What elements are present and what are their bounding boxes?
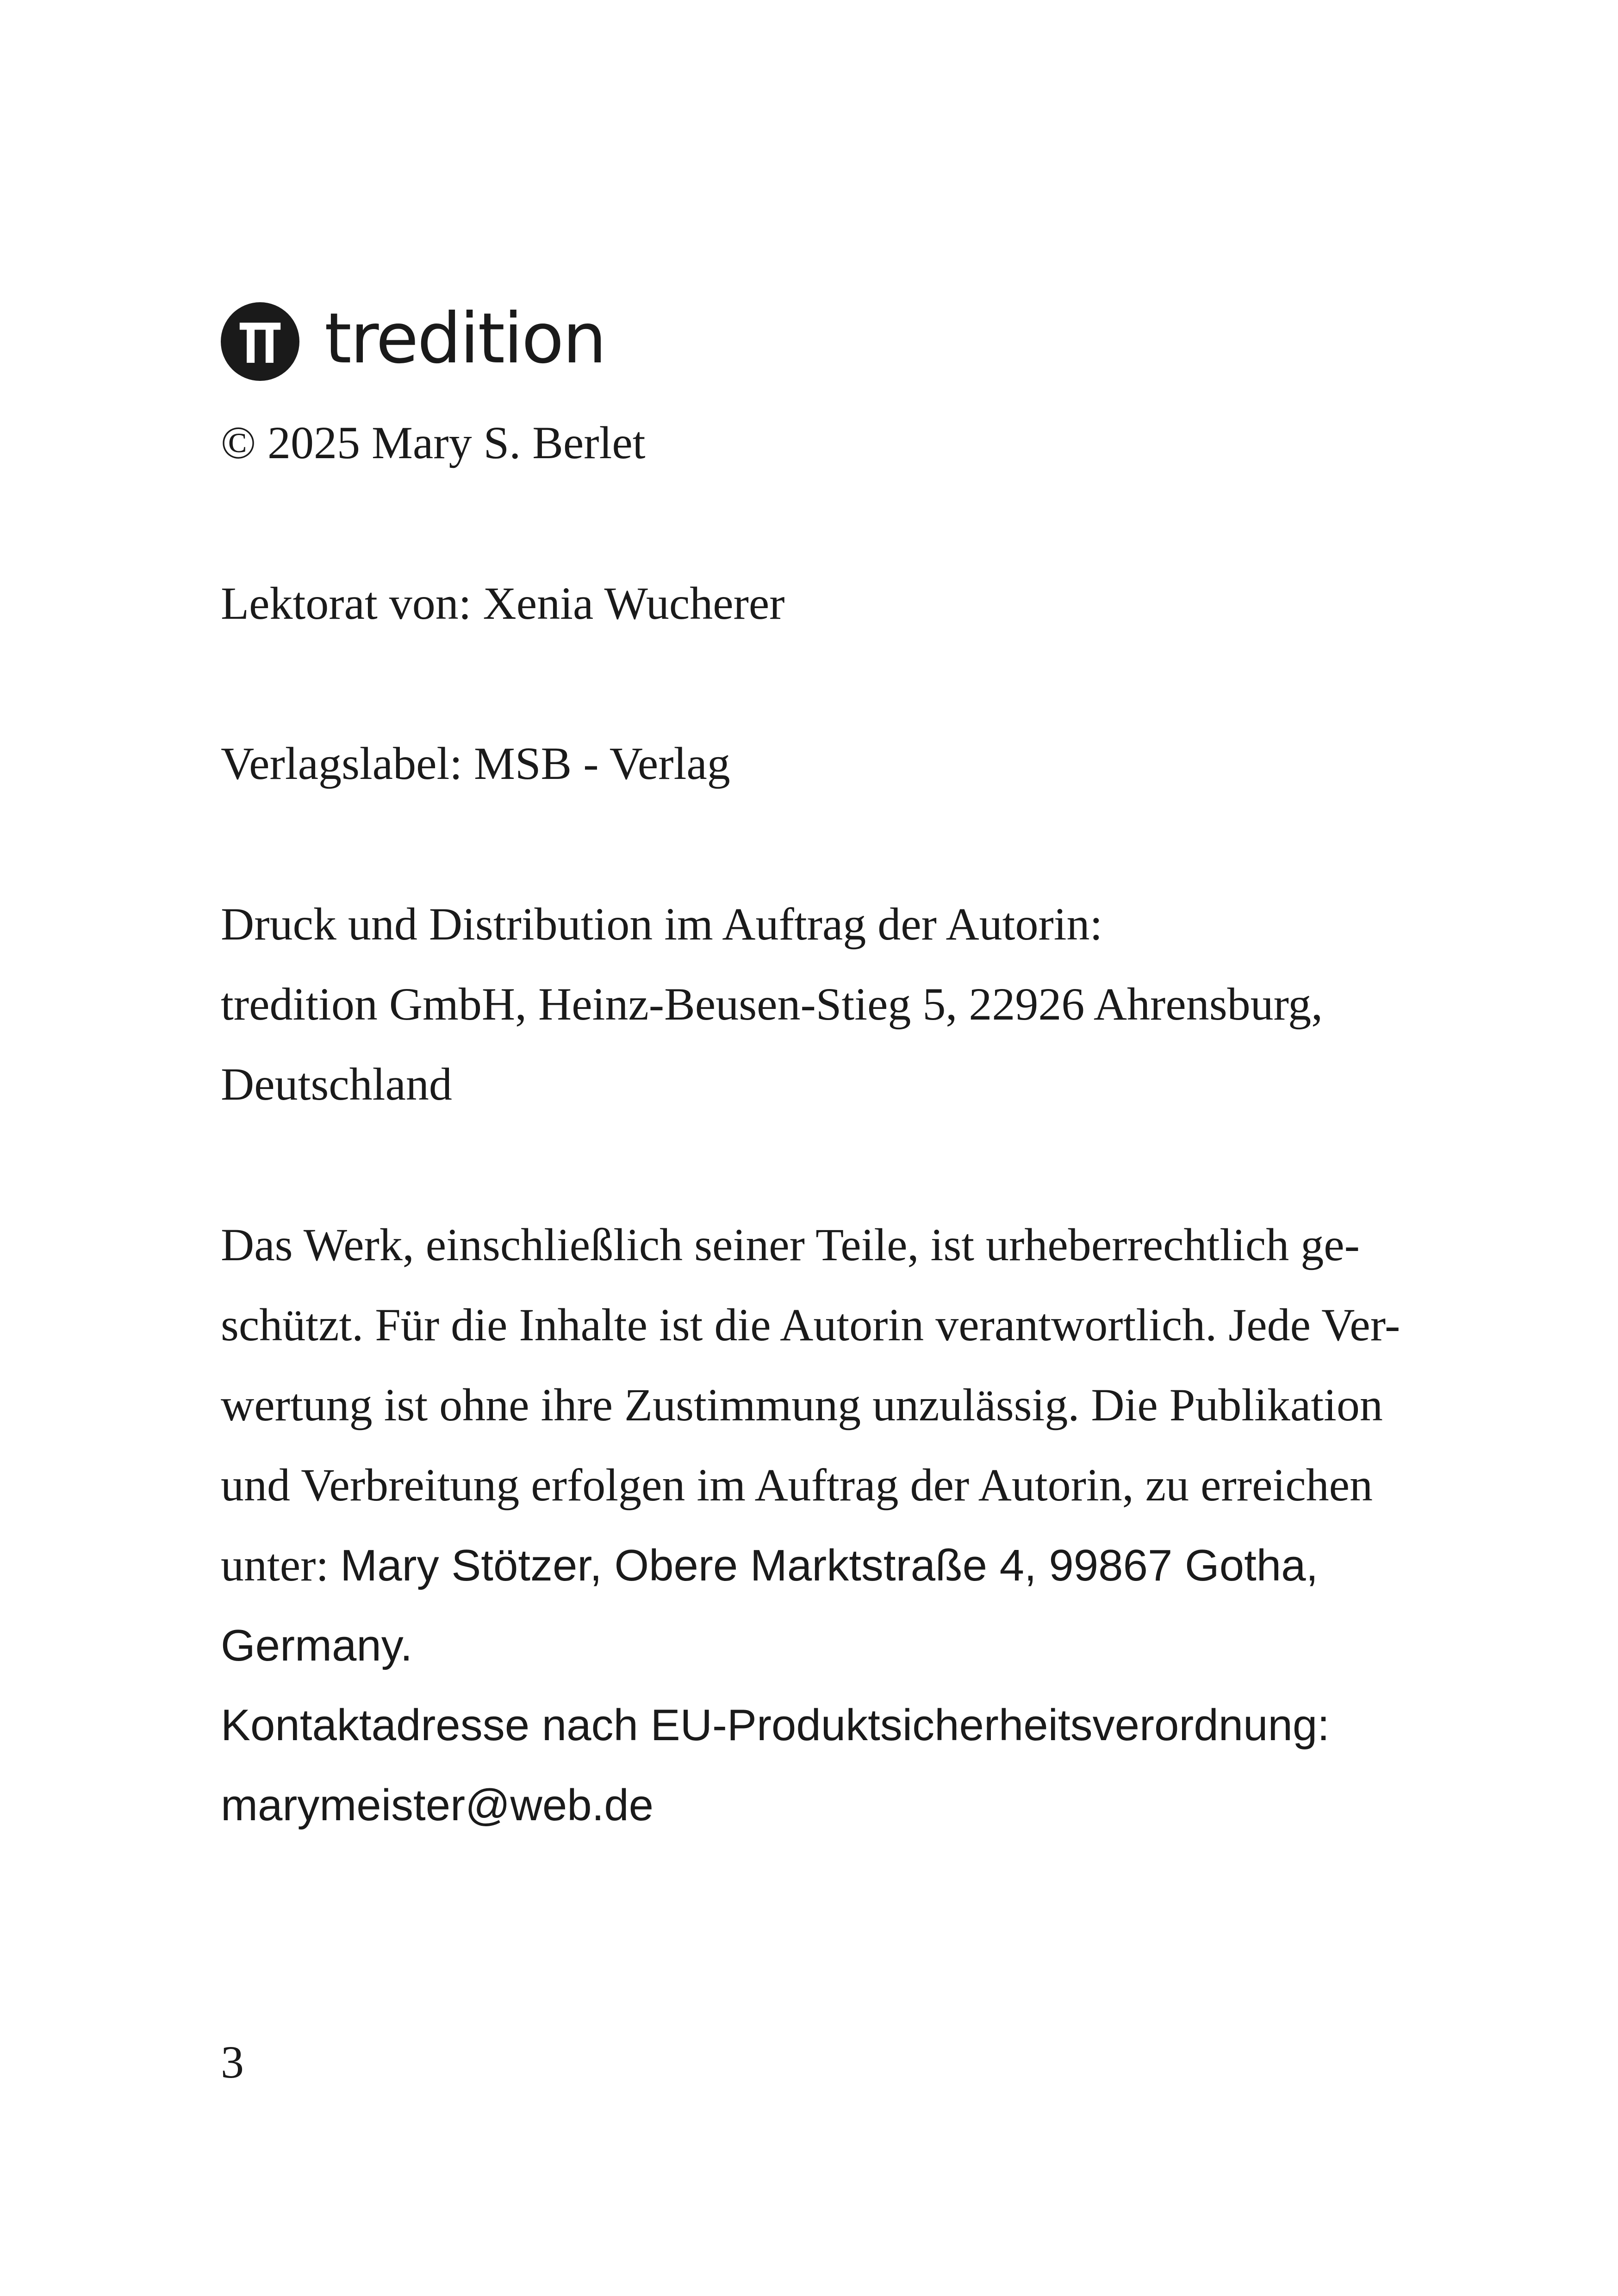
rights-notice-contact-line (221, 1525, 1400, 1605)
rights-notice-line: Das Werk, einschließlich seiner Teile, ist urheberrechtlich ge- (221, 1219, 1360, 1270)
page-number: 3 (221, 2036, 244, 2088)
eu-contact-block (221, 1685, 1330, 1845)
print-distribution-paragraph (221, 884, 1323, 1124)
contact-prefix: unter: (221, 1539, 341, 1591)
print-distribution-line: tredition GmbH, Heinz-Beusen-Stieg 5, 22926 Ahrensburg, (221, 978, 1323, 1030)
tredition-wordmark: tredition (324, 299, 605, 379)
print-distribution-line: Druck und Distribution im Auftrag der Autorin: (221, 898, 1103, 950)
tredition-logo (221, 301, 605, 382)
editing-credit: Lektorat von: Xenia Wucherer (221, 578, 785, 629)
author-contact-country: Germany. (221, 1621, 413, 1670)
eu-contact-label: Kontaktadresse nach EU-Produktsicherheitsverordnung: (221, 1700, 1330, 1750)
rights-notice-paragraph (221, 1205, 1400, 1686)
rights-notice-line: schützt. Für die Inhalte ist die Autorin verantwortlich. Jede Ver- (221, 1299, 1400, 1350)
print-distribution-line: Deutschland (221, 1058, 452, 1110)
eu-contact-email: marymeister@web.de (221, 1780, 654, 1830)
rights-notice-line: wertung ist ohne ihre Zustimmung unzulässig. Die Publikation (221, 1379, 1383, 1431)
author-contact-address: Mary Stötzer, Obere Marktstraße 4, 99867 Gotha, (340, 1541, 1319, 1590)
copyright-notice: © 2025 Mary S. Berlet (221, 417, 646, 468)
imprint-label: Verlagslabel: MSB - Verlag (221, 738, 730, 789)
tredition-logo-icon (221, 302, 299, 381)
rights-notice-line: und Verbreitung erfolgen im Auftrag der Autorin, zu erreichen (221, 1459, 1373, 1511)
